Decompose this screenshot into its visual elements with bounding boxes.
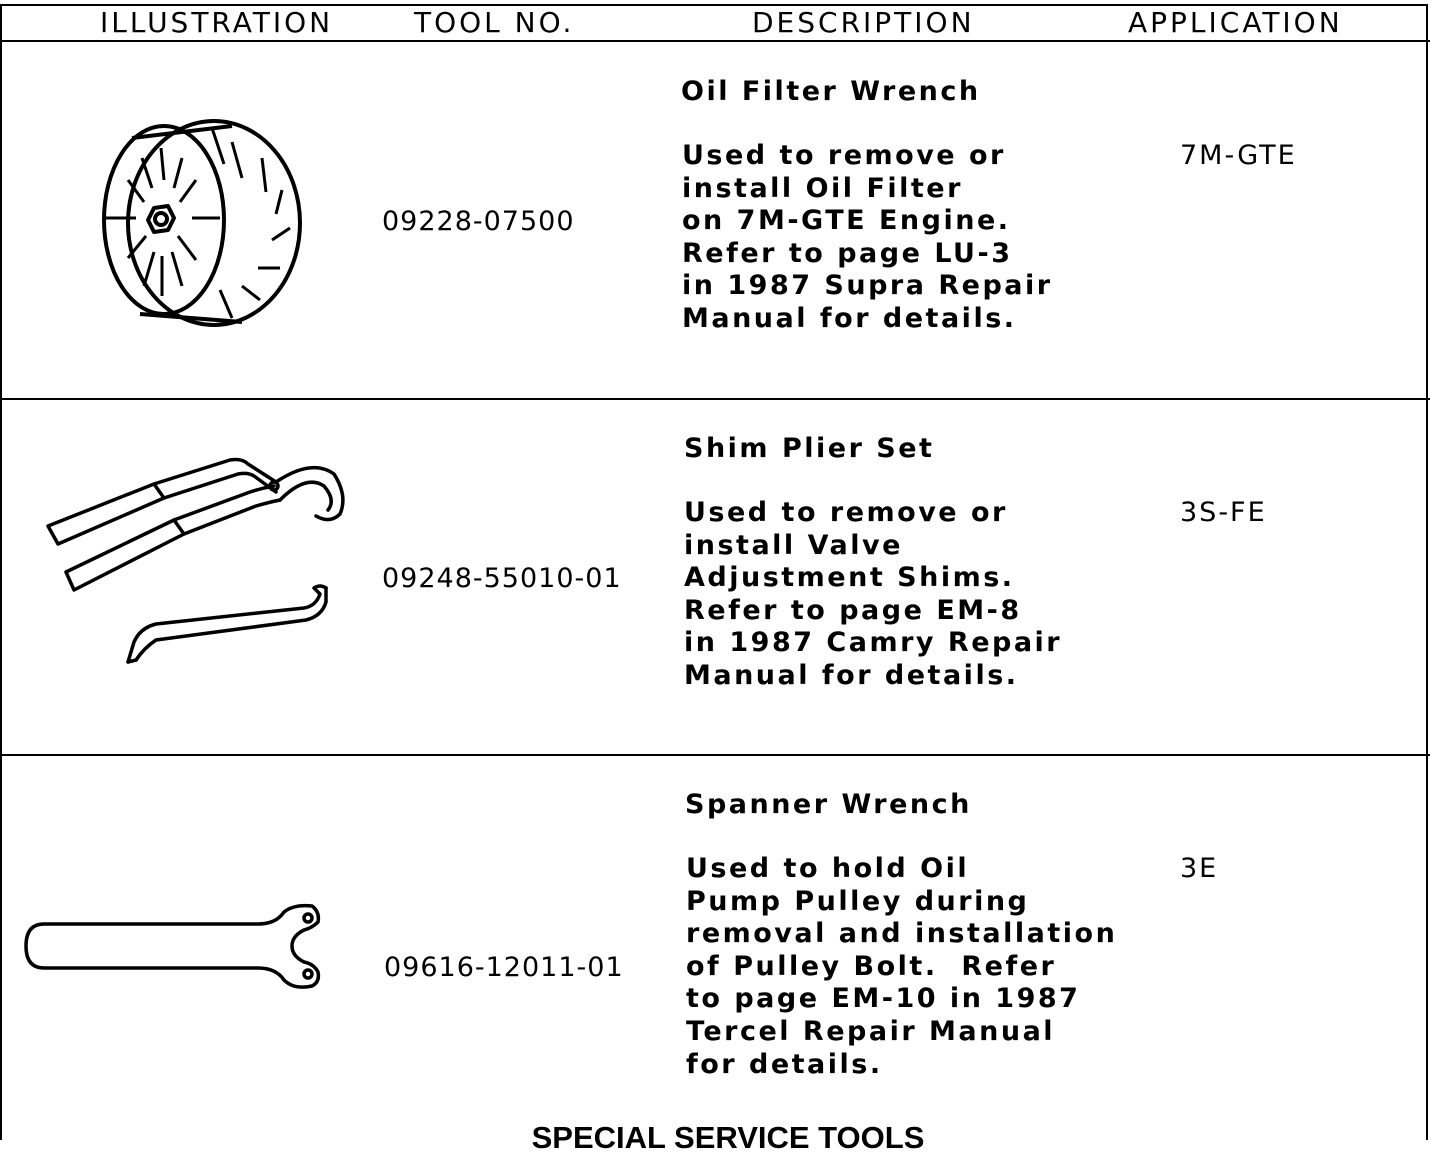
- column-header-illustration: ILLUSTRATION: [100, 6, 334, 39]
- row-divider: [0, 754, 1430, 756]
- tool-title: Oil Filter Wrench: [681, 76, 981, 107]
- tool-number: 09248-55010-01: [382, 563, 622, 594]
- column-header-description: DESCRIPTION: [752, 6, 975, 39]
- row-divider: [0, 398, 1430, 400]
- tool-title: Spanner Wrench: [685, 789, 972, 820]
- oil-filter-wrench-illustration: [92, 118, 312, 338]
- spanner-wrench-illustration: [22, 902, 326, 994]
- shim-plier-set-illustration: [44, 452, 354, 672]
- tool-application: 3S-FE: [1180, 497, 1267, 528]
- header-divider: [0, 40, 1430, 42]
- column-header-tool-no: TOOL NO.: [414, 6, 575, 39]
- tool-description: Used to remove or install Oil Filter on 7M-GTE Engine. Refer to page LU-3 in 1987 Supra Repair Manual for details.: [682, 140, 1053, 334]
- tool-title: Shim Plier Set: [684, 433, 935, 464]
- tool-number: 09616-12011-01: [384, 952, 624, 983]
- tool-application: 3E: [1180, 853, 1219, 884]
- tool-description: Used to remove or install Valve Adjustment Shims. Refer to page EM-8 in 1987 Camry Repair Manual for details.: [684, 497, 1063, 691]
- tool-number: 09228-07500: [382, 206, 575, 237]
- column-header-application: APPLICATION: [1128, 6, 1343, 39]
- page-caption: SPECIAL SERVICE TOOLS: [531, 1120, 925, 1155]
- tool-application: 7M-GTE: [1180, 140, 1297, 171]
- tool-description: Used to hold Oil Pump Pulley during removal and installation of Pulley Bolt. Refer to page EM-10 in 1987 Tercel Repair Manual for details.: [686, 853, 1118, 1080]
